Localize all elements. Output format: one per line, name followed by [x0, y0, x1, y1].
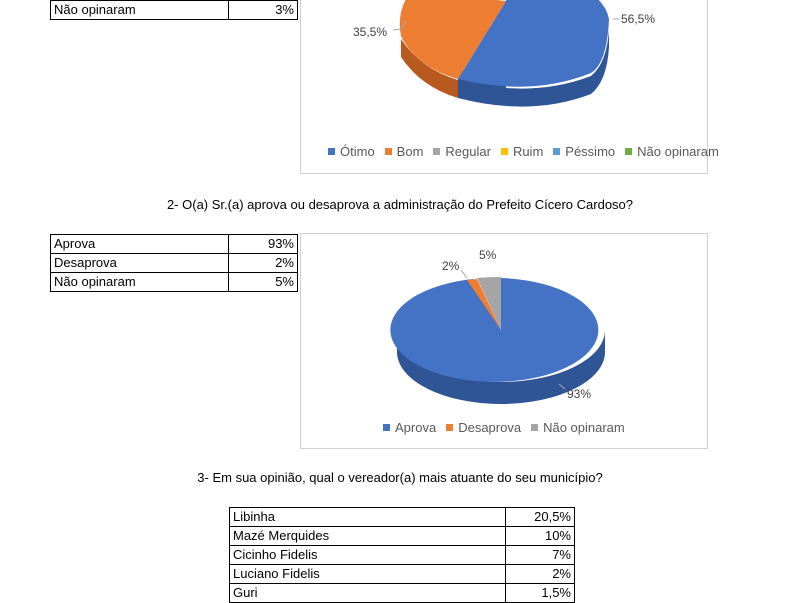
question-2: 2- O(a) Sr.(a) aprova ou desaprova a administração do Prefeito Cícero Cardoso? — [166, 197, 634, 212]
table-row — [51, 254, 298, 273]
table-row — [230, 527, 575, 546]
table-row — [51, 235, 298, 254]
chart-q2 — [300, 233, 708, 449]
row-value: 7% — [506, 546, 575, 565]
table-q1 — [50, 0, 298, 20]
row-value: 1,5% — [506, 584, 575, 603]
legend-item: Ruim — [501, 144, 543, 159]
row-value: 93% — [229, 235, 298, 254]
table-q2 — [50, 234, 298, 292]
row-label: Não opinaram — [51, 273, 229, 292]
row-value: 2% — [506, 565, 575, 584]
row-label: Aprova — [51, 235, 229, 254]
table-row — [51, 1, 298, 20]
legend-item: Regular — [433, 144, 491, 159]
row-label: Libinha — [230, 508, 506, 527]
row-label: Guri — [230, 584, 506, 603]
legend-q1 — [328, 144, 719, 159]
data-label-otimo: 56,5% — [621, 12, 656, 26]
row-value: 20,5% — [506, 508, 575, 527]
row-value: 2% — [229, 254, 298, 273]
table-row — [230, 546, 575, 565]
legend-q2 — [383, 420, 625, 435]
pie-chart-q2 — [301, 234, 707, 448]
row-label: Desaprova — [51, 254, 229, 273]
table-row — [51, 273, 298, 292]
question-3: 3- Em sua opinião, qual o vereador(a) mais atuante do seu município? — [197, 470, 603, 485]
legend-item: Ótimo — [328, 144, 375, 159]
row-value: 5% — [229, 273, 298, 292]
row-label: Não opinaram — [51, 1, 229, 20]
row-value: 3% — [229, 1, 298, 20]
table-row — [230, 508, 575, 527]
legend-item: Não opinaram — [625, 144, 719, 159]
table-q3 — [229, 507, 575, 603]
data-label-bom: 35,5% — [353, 25, 388, 39]
table-row — [230, 565, 575, 584]
legend-item: Aprova — [383, 420, 436, 435]
row-value: 10% — [506, 527, 575, 546]
legend-item: Não opinaram — [531, 420, 625, 435]
row-label: Luciano Fidelis — [230, 565, 506, 584]
data-label-aprova: 93% — [567, 387, 592, 401]
row-label: Mazé Merquides — [230, 527, 506, 546]
legend-item: Desaprova — [446, 420, 521, 435]
data-label-desaprova: 2% — [442, 259, 460, 273]
legend-item: Péssimo — [553, 144, 615, 159]
legend-item: Bom — [385, 144, 424, 159]
row-label: Cicinho Fidelis — [230, 546, 506, 565]
data-label-nao-opinaram: 5% — [479, 248, 497, 262]
label-line-desaprova — [461, 270, 467, 278]
